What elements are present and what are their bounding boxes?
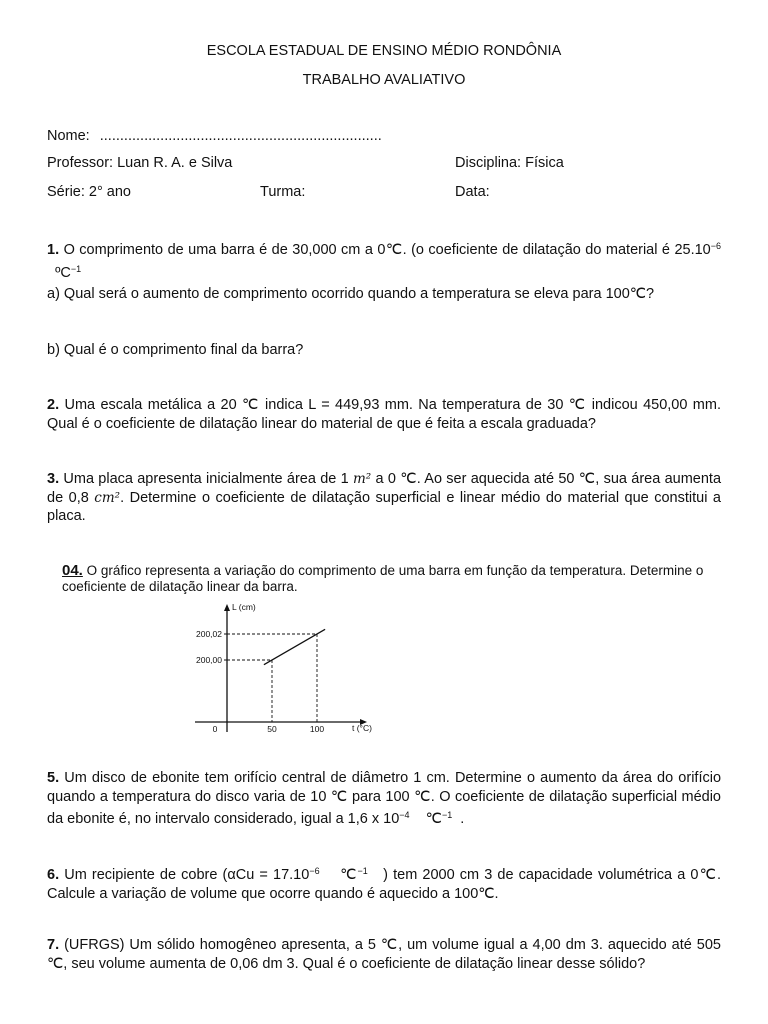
question-1-unit: ºC (55, 264, 71, 281)
y-axis-label: L (cm) (232, 602, 256, 612)
question-4-number: 04. (62, 562, 83, 579)
school-name: ESCOLA ESTADUAL DE ENSINO MÉDIO RONDÔNIA (206, 43, 562, 59)
disciplina-text: Disciplina: Física (455, 155, 564, 171)
turma-text: Turma: (260, 184, 306, 200)
professor-text: Professor: Luan R. A. e Silva (47, 155, 233, 171)
question-3-text-b: a 0 ℃. Ao ser aquecida até 50 ℃, sua área aumenta de 0,8 (47, 471, 722, 506)
nome-dots: ...................................................................... (99, 128, 382, 144)
question-4-text: O gráfico representa a variação do comprimento de uma barra em função da temperatura. Determine o coeficiente de dilatação linear da barra. (62, 563, 704, 594)
question-1-number: 1. (47, 242, 60, 258)
x-tick-label: 50 (267, 724, 277, 734)
question-3-unit-cm2: cm² (94, 489, 121, 506)
y-tick-label: 200,00 (196, 655, 222, 665)
question-3-unit-m2: m² (352, 471, 372, 487)
length-temperature-graph (195, 600, 395, 740)
question-5 (47, 769, 721, 829)
question-6-unit-exp: −1 (357, 866, 368, 876)
question-2 (47, 396, 721, 433)
question-1b: b) Qual é o comprimento final da barra? (47, 342, 304, 358)
question-6-exp: −6 (309, 866, 320, 876)
x-axis-label: t (°C) (352, 723, 372, 733)
nome-label: Nome: (47, 128, 90, 144)
x-tick-label: 0 (212, 724, 218, 734)
question-1-exp: −6 (710, 241, 722, 251)
question-1 (47, 237, 721, 282)
question-5-unit-exp: −1 (441, 810, 453, 820)
series-line (264, 629, 325, 664)
page-title: TRABALHO AVALIATIVO (302, 72, 466, 88)
question-5-unit: ℃ (425, 811, 442, 827)
question-5-end: . (460, 811, 465, 827)
question-5-exp: −4 (399, 810, 410, 820)
question-3-text-a: Uma placa apresenta inicialmente área de 1 (63, 471, 349, 487)
question-2-number: 2. (47, 397, 60, 413)
question-3 (47, 470, 721, 526)
question-6-text-b: ) tem 2000 cm 3 de capacidade volumétrica a 0℃. Calcule a variação de volume que ocorre quando é aquecido a 100℃. (47, 867, 721, 902)
y-tick-label: 200,02 (196, 629, 222, 639)
y-axis-arrow (224, 604, 230, 611)
question-6-unit: ℃ (340, 867, 358, 883)
serie-text: Série: 2° ano (47, 184, 131, 200)
question-6 (47, 862, 721, 903)
question-7-text: (UFRGS) Um sólido homogêneo apresenta, a 5 ℃, um volume igual a 4,00 dm 3. aquecido até 505 ℃, seu volume aumenta de 0,06 dm 3. Qual é o coeficiente de dilatação linear desse sólido? (47, 937, 721, 972)
x-tick-label: 100 (309, 724, 325, 734)
question-5-number: 5. (47, 770, 60, 786)
question-1-text: O comprimento de uma barra é de 30,000 cm a 0℃. (o coeficiente de dilatação do material é 25.10 (63, 242, 711, 258)
question-1a: a) Qual será o aumento de comprimento ocorrido quando a temperatura se eleva para 100℃? (47, 286, 655, 302)
question-7-number: 7. (47, 937, 60, 953)
question-4 (62, 563, 722, 595)
question-6-text-a: Um recipiente de cobre (αCu = 17.10 (64, 867, 310, 883)
data-text: Data: (455, 184, 490, 200)
question-5-text: Um disco de ebonite tem orifício central de diâmetro 1 cm. Determine o aumento da área do orifício quando a temperatura do disco varia de 10 ℃ para 100 ℃. O coeficiente de dilatação superficial médio da ebonite é, no intervalo considerado, igual a 1,6 x 10 (47, 770, 722, 827)
question-6-number: 6. (47, 867, 60, 883)
question-1-unit-exp: −1 (70, 263, 82, 274)
question-3-text-c: . Determine o coeficiente de dilatação superficial e linear médio do material que constitui a placa. (47, 489, 721, 524)
question-7 (47, 936, 721, 973)
nome-line (47, 128, 382, 144)
question-3-number: 3. (47, 471, 60, 487)
question-2-text: Uma escala metálica a 20 ℃ indica L = 449,93 mm. Na temperatura de 30 ℃ indicou 450,00 mm. Qual é o coeficiente de dilatação linear do material de que é feita a escala graduada? (47, 397, 721, 432)
